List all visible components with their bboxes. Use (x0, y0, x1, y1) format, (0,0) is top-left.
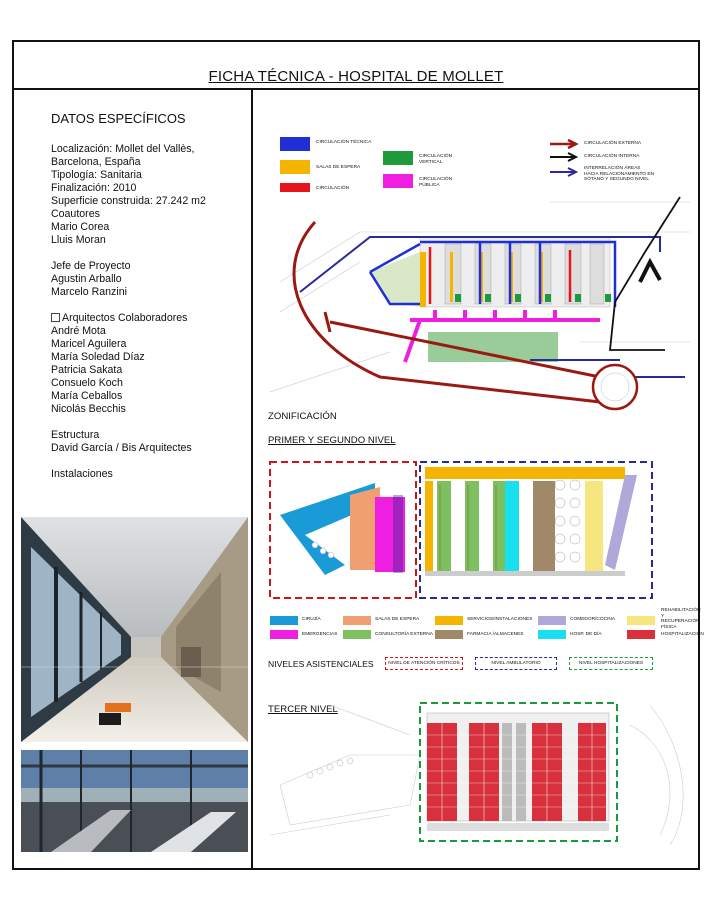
nivel-ambulatorio: NIVEL AMBULATORIO (475, 657, 557, 670)
datos-line: Nicolás Becchis (51, 403, 126, 415)
zone-label: SERVICIOS/INSTALACIONES (467, 617, 533, 622)
legend-swatch (383, 151, 413, 165)
datos-line: Agustin Arballo (51, 273, 122, 285)
column-divider (251, 90, 253, 868)
datos-line: Superficie construida: 27.242 m2 (51, 195, 206, 207)
zone-label: SALAS DE ESPERA (375, 617, 420, 622)
legend-arrows (548, 138, 580, 180)
datos-block-2 (51, 260, 251, 299)
legend-label: CIRCULACIÓN VERTICAL (419, 154, 453, 165)
datos-block-4 (51, 429, 251, 455)
zone-swatch (627, 630, 655, 639)
datos-line: Barcelona, España (51, 156, 141, 168)
datos-line: Marcelo Ranzini (51, 286, 127, 298)
zone-label: COMEDOR/COCINA (570, 617, 616, 622)
legend-label: CIRCULACIÓN TÉCNICA (316, 140, 372, 145)
legend-label: INTERRELACIÓN ÁREAS HACIA RELACIONAMIENTO EN SÓTANO Y SEGUNDO NIVEL (584, 166, 655, 182)
zone-swatch (270, 616, 298, 625)
section-zonificacion: ZONIFICACIÓN (268, 411, 337, 422)
datos-line: Patricia Sakata (51, 364, 123, 376)
datos-block-1 (51, 143, 251, 247)
datos-especificos (51, 112, 251, 494)
datos-line: María Ceballos (51, 390, 123, 402)
zonification-plan (265, 455, 700, 603)
missing-glyph-icon (51, 313, 60, 322)
datos-line: Estructura (51, 429, 100, 441)
legend-swatch (383, 174, 413, 188)
zone-swatch (435, 630, 463, 639)
datos-line: Arquitectos Colaboradores (51, 312, 251, 325)
zone-swatch (627, 616, 655, 625)
nivel-hospitalizaciones: NIVEL HOSPITALIZACIONES (569, 657, 653, 670)
datos-line: Maricel Aguilera (51, 338, 127, 350)
datos-line: Tipología: Sanitaria (51, 169, 142, 181)
zone-swatch (538, 616, 566, 625)
legend-swatch (280, 160, 310, 174)
zone-label: HOSP. DE DÍA (570, 632, 602, 637)
legend-swatch (280, 137, 310, 151)
zone-label: EMERGENCIAS (302, 632, 338, 637)
legend-label: CIRCULACIÓN INTERNA (584, 154, 640, 159)
zone-label: CIRUJÍA (302, 617, 321, 622)
walkway-photo (21, 750, 248, 852)
datos-line: André Mota (51, 325, 106, 337)
third-level-plan (270, 695, 695, 845)
section-niveles: NIVELES ASISTENCIALES (268, 659, 374, 669)
zone-swatch (343, 630, 371, 639)
datos-line: Jefe de Proyecto (51, 260, 131, 272)
zone-label: HOSPITALIZACIÓN (661, 632, 704, 637)
page-title: FICHA TÉCNICA - HOSPITAL DE MOLLET (208, 68, 504, 85)
zone-label: CONSULTORÍA EXTERNA (375, 632, 433, 637)
datos-line: María Soledad Díaz (51, 351, 145, 363)
datos-line: Instalaciones (51, 468, 113, 480)
datos-block-5 (51, 468, 251, 481)
datos-line: Lluis Moran (51, 234, 106, 246)
nivel-criticos: NIVEL DE ATENCIÓN CRÍTICOS (385, 657, 463, 670)
datos-line: Localización: Mollet del Vallès, (51, 143, 195, 155)
zone-swatch (343, 616, 371, 625)
zone-swatch (270, 630, 298, 639)
interior-photo (21, 517, 248, 742)
datos-line: Mario Corea (51, 221, 110, 233)
section-primer-nivel: PRIMER Y SEGUNDO NIVEL (268, 435, 396, 446)
circulation-plan (270, 192, 695, 414)
legend-label: CIRCULACIÓN (316, 186, 350, 191)
title-bar (12, 40, 700, 90)
legend-label: CIRCULACIÓN PÚBLICA (419, 177, 453, 188)
datos-line: Consuelo Koch (51, 377, 123, 389)
section-tercer-nivel: TERCER NIVEL (268, 704, 338, 715)
zone-label: REHABILITACIÓN Y RECUPERACIÓN FÍSICA (661, 608, 701, 630)
zone-swatch (538, 630, 566, 639)
datos-line: David García / Bis Arquitectes (51, 442, 192, 454)
datos-heading: DATOS ESPECÍFICOS (51, 111, 186, 126)
datos-line: Coautores (51, 208, 100, 220)
legend-label: SALAS DE ESPERA (316, 165, 361, 170)
datos-line: Finalización: 2010 (51, 182, 137, 194)
legend-label: CIRCULACIÓN EXTERNA (584, 141, 642, 146)
zone-swatch (435, 616, 463, 625)
zone-label: FARMACIA /ALMACENES (467, 632, 524, 637)
datos-block-3 (51, 312, 251, 416)
